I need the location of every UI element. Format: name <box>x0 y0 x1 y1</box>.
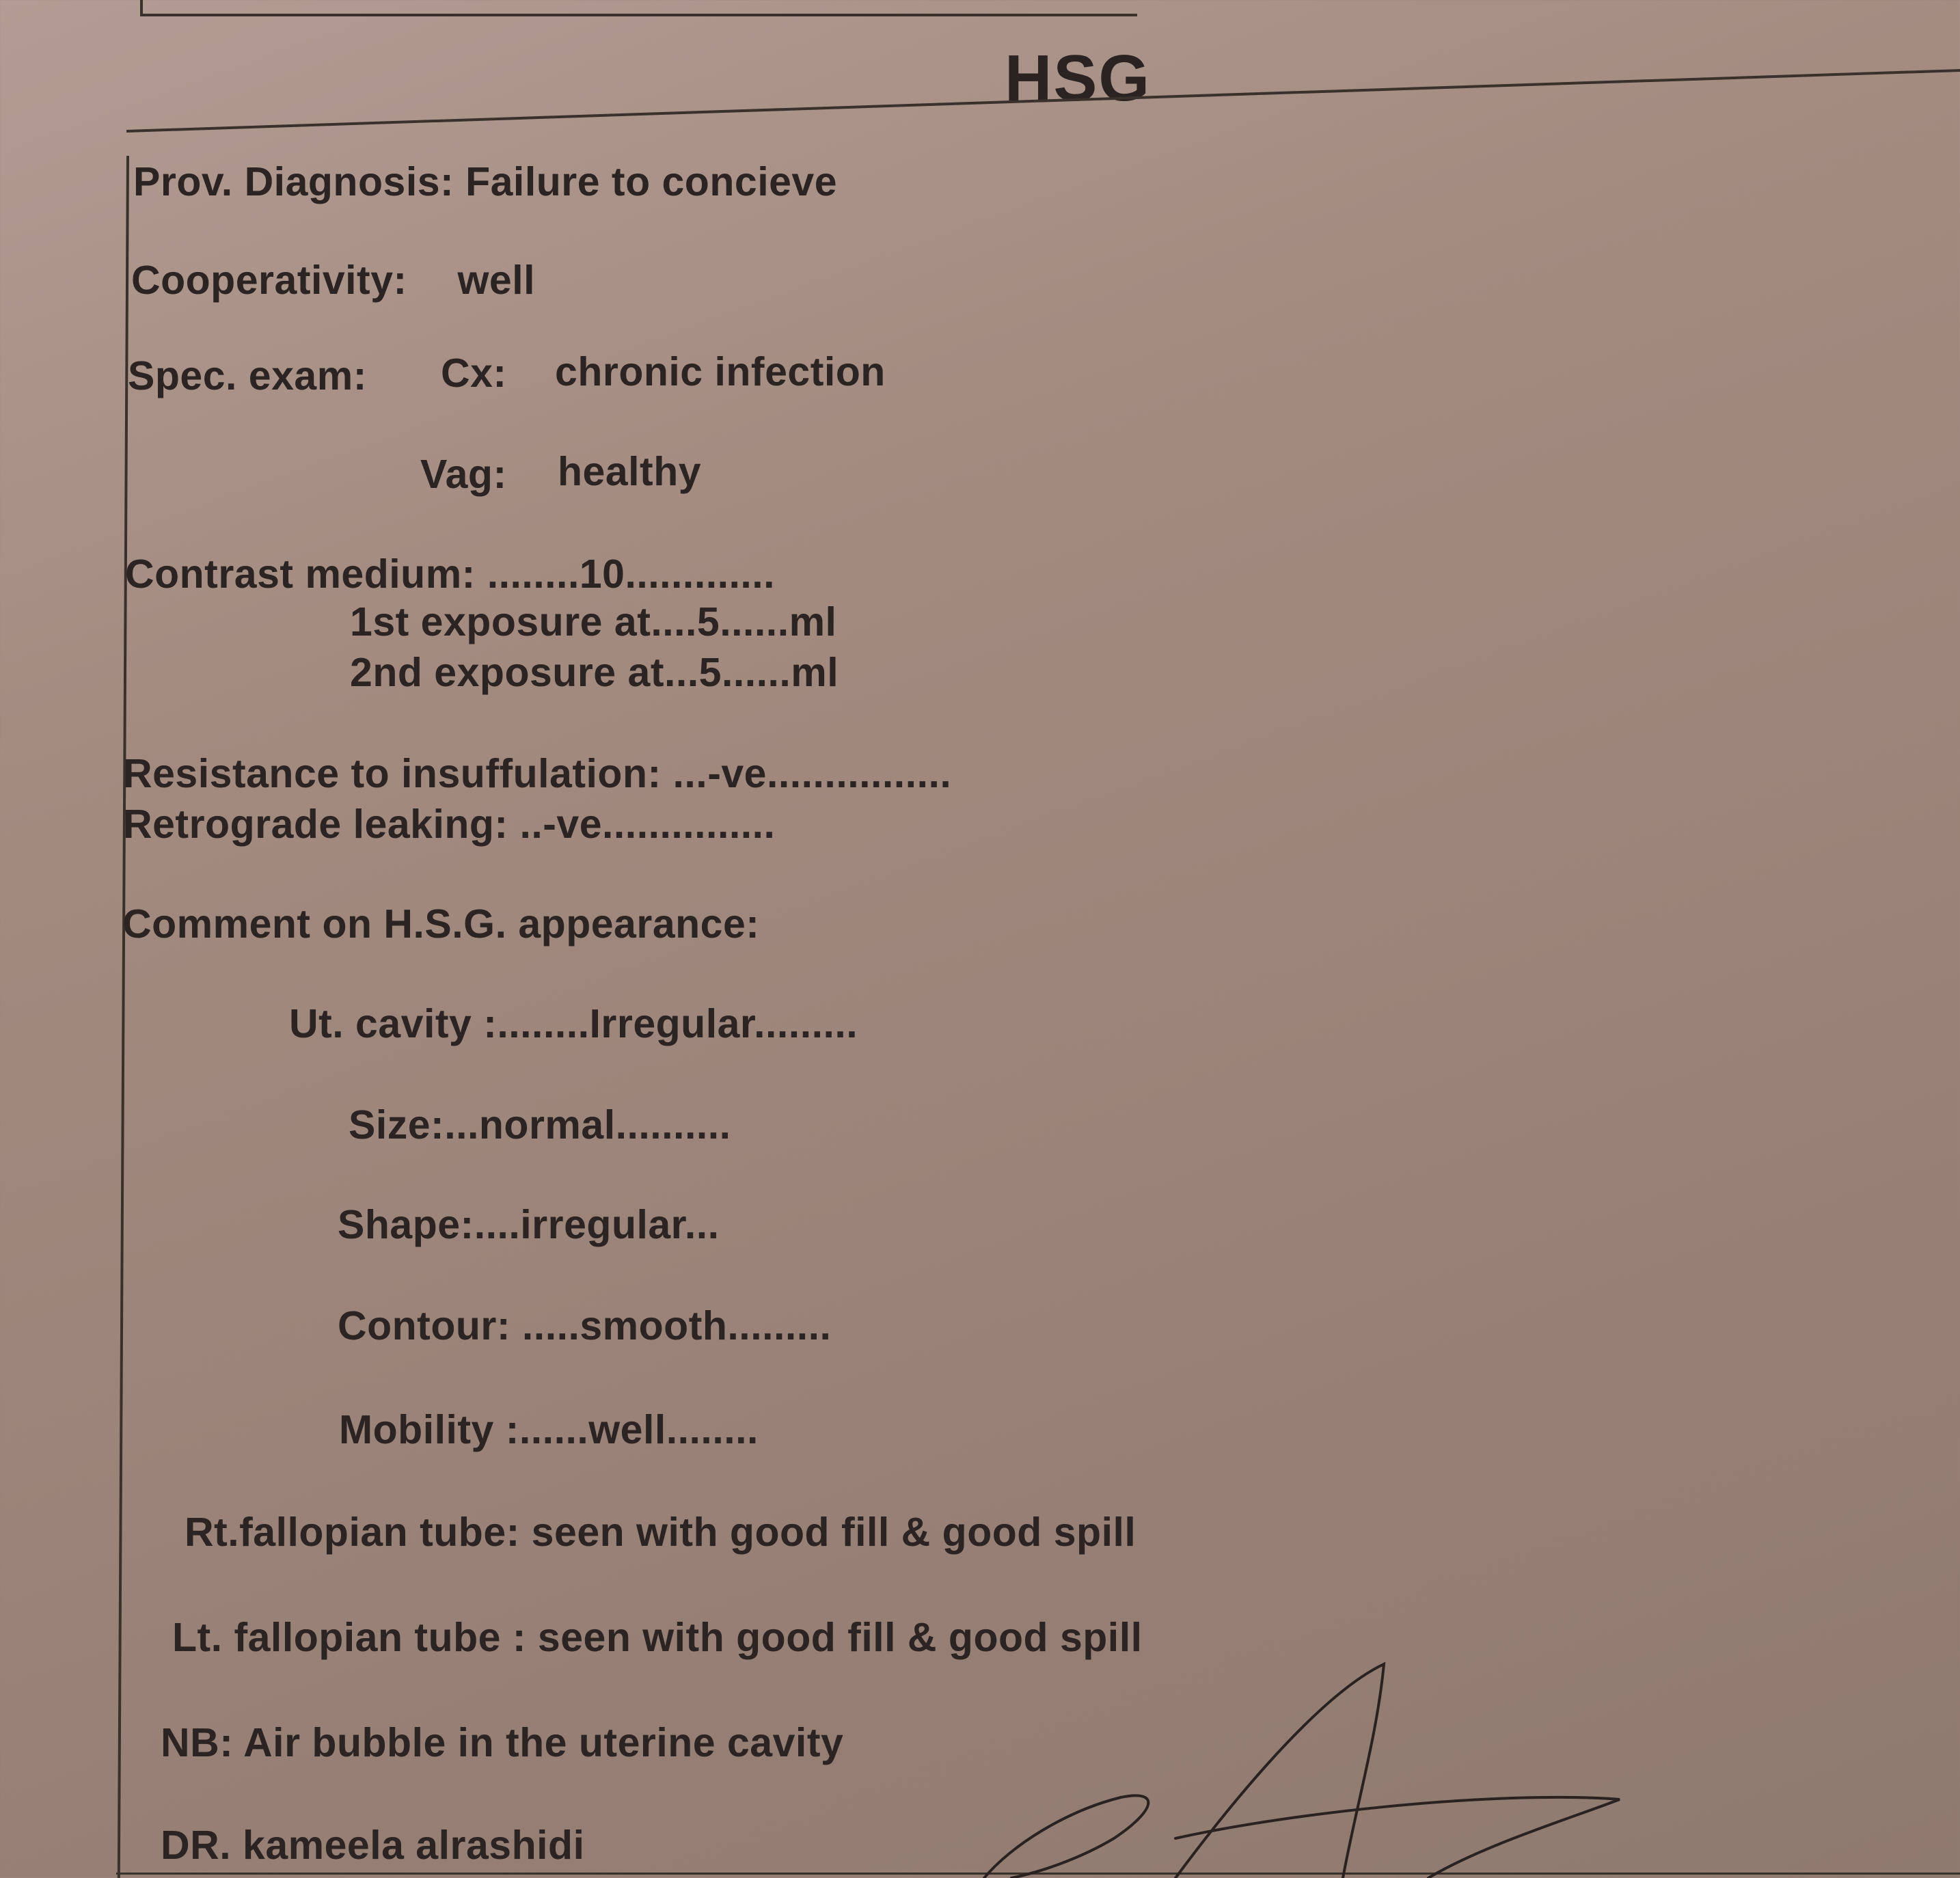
second-exposure-row: 2nd exposure at...5......ml <box>350 650 839 695</box>
comment-heading: Comment on H.S.G. appearance: <box>122 901 760 947</box>
first-exposure-row: 1st exposure at....5......ml <box>350 599 837 644</box>
size-row: Size:...normal.......... <box>349 1102 731 1147</box>
rt-fallopian-tube-row: Rt.fallopian tube: seen with good fill & good spill <box>185 1510 1136 1555</box>
spec-exam-label: Spec. exam: <box>128 353 367 398</box>
shape-row: Shape:....irregular... <box>338 1202 720 1247</box>
retrograde-row: Retrograde leaking: ..-ve............... <box>123 802 776 847</box>
cooperativity-label: Cooperativity: <box>131 258 407 303</box>
cooperativity-value: well <box>457 258 535 303</box>
prov-diagnosis-label: Prov. Diagnosis: <box>133 159 454 204</box>
mobility-row: Mobility :......well........ <box>339 1407 759 1452</box>
vag-value: healthy <box>558 449 702 494</box>
contour-row: Contour: .....smooth......... <box>338 1303 832 1348</box>
resistance-row: Resistance to insuffulation: ...-ve................ <box>123 751 952 796</box>
lt-fallopian-tube-row: Lt. fallopian tube : seen with good fill & good spill <box>172 1615 1143 1660</box>
ut-cavity-row: Ut. cavity :........Irregular......... <box>289 1001 858 1046</box>
cx-value: chronic infection <box>555 349 886 394</box>
vag-label: Vag: <box>420 452 507 497</box>
cx-label: Cx: <box>441 351 507 396</box>
prov-diagnosis-value: Failure to concieve <box>465 159 838 204</box>
contrast-medium-row: Contrast medium: ........10............. <box>125 552 776 597</box>
nb-note: NB: Air bubble in the uterine cavity <box>161 1720 844 1765</box>
report-title: HSG <box>1005 42 1152 115</box>
doctor-name: DR. kameela alrashidi <box>161 1823 585 1868</box>
